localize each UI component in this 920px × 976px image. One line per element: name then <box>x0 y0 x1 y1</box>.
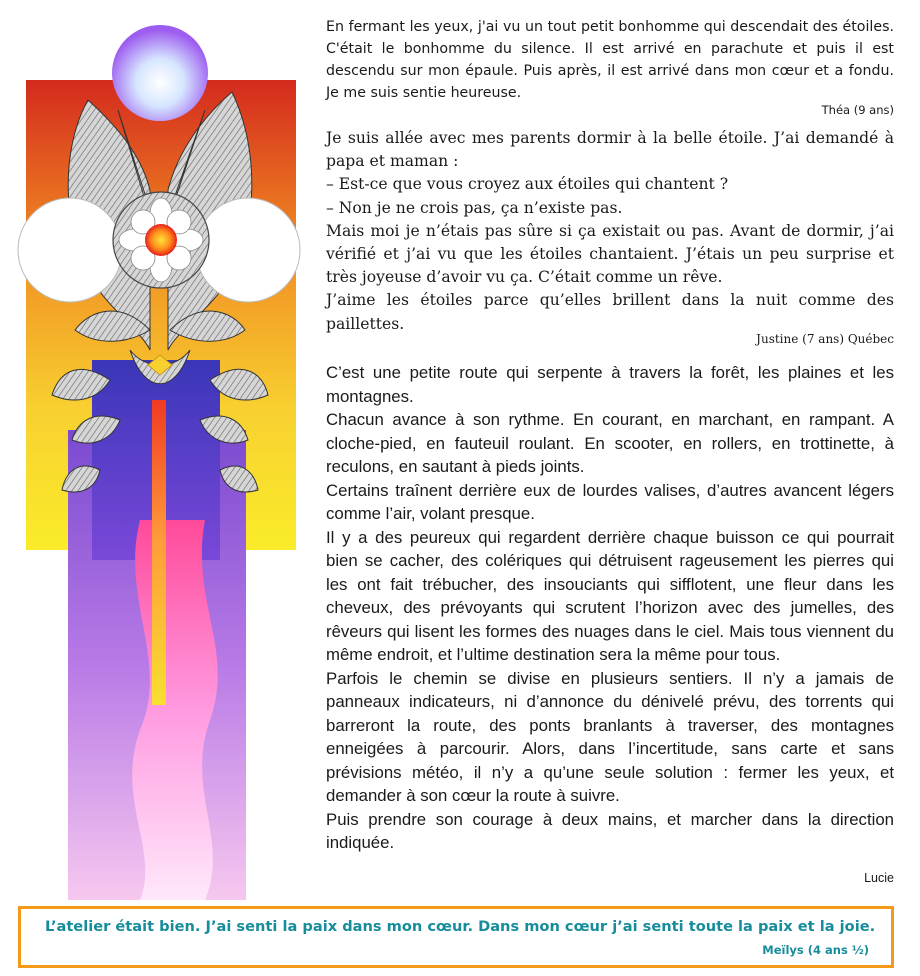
story-thea <box>326 16 894 104</box>
story-justine-paragraph: – Est-ce que vous croyez aux étoiles qui chantent ? <box>326 175 729 194</box>
story-justine-paragraph: J’aime les étoiles parce qu’elles brillent dans la nuit comme des paillettes. <box>326 291 894 333</box>
story-lucie-paragraph: Puis prendre son courage à deux mains, et marcher dans la direction indiquée. <box>326 809 894 852</box>
story-lucie-paragraph: Chacun avance à son rythme. En courant, en marchant, en rampant. A cloche-pied, en fauteuil roulant. En scooter, en rollers, en trottinette, à reculons, en sautant à pieds joints. <box>326 410 894 476</box>
signature-lucie: Lucie <box>864 871 894 885</box>
quote-box <box>18 906 894 968</box>
decorative-illustration <box>0 0 310 900</box>
story-justine-paragraph: – Non je ne crois pas, ça n’existe pas. <box>326 198 623 217</box>
quote-signature: Meïlys (4 ans ½) <box>762 943 869 957</box>
signature-thea: Théa (9 ans) <box>821 103 894 117</box>
story-thea-body: En fermant les yeux, j'ai vu un tout petit bonhomme qui descendait des étoiles. C'était le bonhomme du silence. Il est arrivé en parachute et puis il est descendu sur mon épaule. Puis après, il est arrivé dans mon cœur et a fondu. Je me suis sentie heureuse. <box>326 19 894 101</box>
story-justine <box>326 127 894 336</box>
quote-text: L’atelier était bien. J’ai senti la paix dans mon cœur. Dans mon cœur j’ai senti toute la paix et la joie. <box>45 918 876 935</box>
story-justine-paragraph: Mais moi je n’étais pas sûre si ça existait ou pas. Avant de dormir, j’ai vérifié et j’ai vu que les étoiles chantaient. J’étais un peu surprise et très joyeuse d’avoir vu ça. C’était comme un rêve. <box>326 221 894 287</box>
signature-justine: Justine (7 ans) Québec <box>756 332 894 346</box>
story-lucie-paragraph: Parfois le chemin se divise en plusieurs sentiers. Il n’y a jamais de panneaux indicateurs, ni d’annonce du dénivelé prévu, des torrents qui barreront la route, des ponts branlants à traverser, des montagnes enneigées à parcourir. Alors, dans l’incertitude, sans carte et sans prévisions météo, il n’y a qu’une seule solution : fermer les yeux, et demander à son cœur la route à suivre. <box>326 668 894 805</box>
story-lucie-paragraph: Certains traînent derrière eux de lourdes valises, d’autres avancent légers comme l’air, volant presque. <box>326 480 894 523</box>
story-lucie-paragraph: C’est une petite route qui serpente à travers la forêt, les plaines et les montagnes. <box>326 363 894 406</box>
story-lucie <box>326 361 894 855</box>
story-justine-paragraph: Je suis allée avec mes parents dormir à la belle étoile. J’ai demandé à papa et maman : <box>326 129 894 171</box>
story-lucie-paragraph: Il y a des peureux qui regardent derrière chaque buisson ce qui pourrait bien se cacher, des colériques qui détruisent rageusement les pierres qui les ont fait trébucher, des insouciants qui sifflotent, une fleur dans les cheveux, des prévoyants qui scrutent l’horizon avec des jumelles, des rêveurs qui lisent les formes des nuages dans le ciel. Mais tous viennent du même endroit, et l’ultime destination sera la même pour tous. <box>326 527 894 664</box>
